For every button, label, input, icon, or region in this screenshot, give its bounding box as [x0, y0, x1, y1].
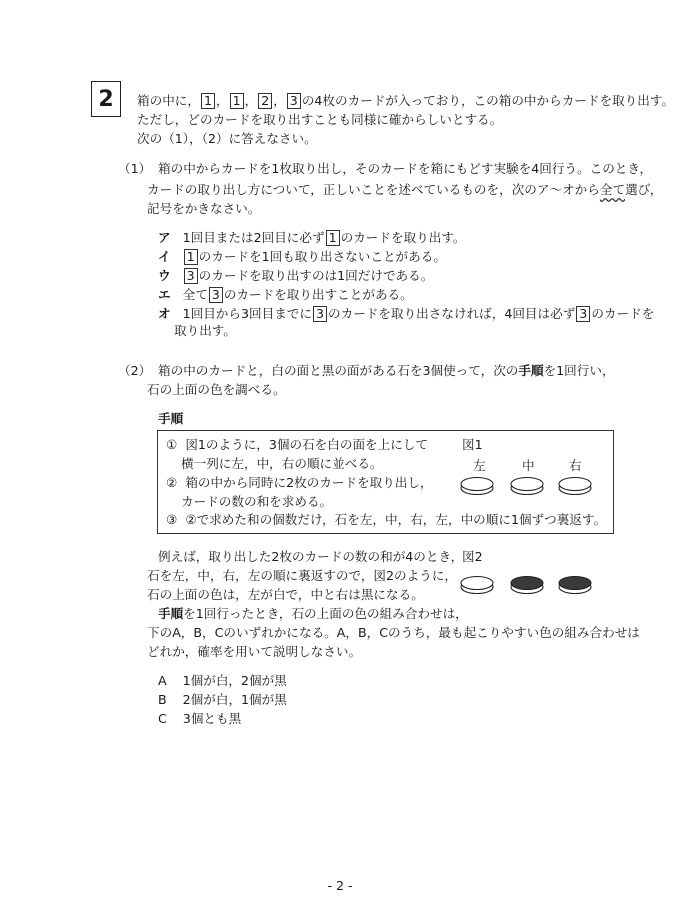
intro-line1: 箱の中に， 1 ， 1 ， 2 ， 3 の4枚のカードが入っており，この箱の中からカードを取り出す。	[137, 93, 675, 108]
example-line2: 石を左，中，右，左の順に裏返すので，図2のように，	[147, 568, 458, 583]
question-number: 2	[91, 81, 121, 117]
q1-line2: カードの取り出し方について，正しいことを述べているものを，次のア～オから全て選び，	[147, 182, 663, 197]
card-box: 3	[209, 287, 223, 303]
procedure-title: 手順	[158, 411, 184, 426]
stone-black	[559, 577, 591, 594]
emphasis-all: 全て	[599, 182, 626, 197]
choice-b: B 2個が白，1個が黒	[158, 692, 287, 707]
step-3: ③ ②で求めた和の個数だけ，石を左，中，右，左，中の順に1個ずつ裏返す。	[166, 512, 607, 527]
fig1-label: 図1	[462, 437, 483, 452]
example-line1: 例えば，取り出した2枚のカードの数の和が4のとき，	[158, 549, 464, 564]
fig1-pos-left: 左	[473, 458, 486, 473]
fig1-pos-right: 右	[569, 458, 582, 473]
q1-option-i: イ 1 のカードを1回も取り出さないことがある。	[158, 249, 446, 264]
card-box: 3	[313, 306, 327, 322]
q1-line3: 記号をかきなさい。	[147, 201, 261, 216]
example-line3: 石の上面の色は，左が白で，中と右は黒になる。	[147, 587, 424, 602]
card-box: 1	[230, 93, 244, 109]
q1-option-e: エ 全て 3 のカードを取り出すことがある。	[158, 287, 413, 302]
card-box: 2	[258, 93, 272, 109]
step-1-cont: 横一列に左，中，右の順に並べる。	[181, 456, 383, 471]
fig1-stones	[460, 474, 600, 496]
step-2: ② 箱の中から同時に2枚のカードを取り出し，	[166, 475, 433, 490]
q1-option-u: ウ 3 のカードを取り出すのは1回だけである。	[158, 268, 434, 283]
q2-line2: 石の上面の色を調べる。	[147, 382, 286, 397]
choice-c: C 3個とも黒	[158, 711, 242, 726]
q1-line1: 箱の中からカードを1枚取り出し，そのカードを箱にもどす実験を4回行う。このとき，	[158, 161, 653, 176]
ask-line1: 手順を1回行ったとき，石の上面の色の組み合わせは，	[158, 606, 468, 621]
fig2-stones	[460, 573, 600, 595]
q1-option-a: ア 1回目または2回目に必ず 1 のカードを取り出す。	[158, 230, 466, 245]
page-number: - 2 -	[327, 878, 353, 893]
stone-white	[461, 577, 493, 594]
q2-label: （2）	[118, 363, 152, 378]
intro-line3: 次の（1），（2）に答えなさい。	[137, 131, 317, 146]
card-box: 1	[326, 230, 340, 246]
stone-white	[511, 478, 543, 495]
q1-label: （1）	[118, 161, 152, 176]
card-box: 1	[201, 93, 215, 109]
ask-line2: 下のA，B，Cのいずれかになる。A，B，Cのうち，最も起こりやすい色の組み合わせは	[147, 625, 640, 640]
choice-a: A 1個が白，2個が黒	[158, 673, 287, 688]
stone-black	[511, 577, 543, 594]
fig1-pos-center: 中	[522, 458, 535, 473]
step-1: ① 図1のように，3個の石を白の面を上にして	[166, 437, 429, 452]
fig2-label: 図2	[462, 549, 483, 564]
card-box: 3	[576, 306, 590, 322]
q1-option-o: オ 1回目から3回目までに 3 のカードを取り出さなければ，4回目は必ず 3 のカードを	[158, 306, 655, 321]
card-box: 3	[287, 93, 301, 109]
q1-option-o-cont: 取り出す。	[174, 323, 236, 338]
step-2-cont: カードの数の和を求める。	[181, 494, 333, 509]
intro-line2: ただし，どのカードを取り出すことも同様に確からしいとする。	[137, 112, 503, 127]
stone-white	[559, 478, 591, 495]
stone-white	[461, 478, 493, 495]
card-box: 3	[184, 268, 198, 284]
ask-line3: どれか，確率を用いて説明しなさい。	[147, 644, 362, 659]
card-box: 1	[184, 249, 198, 265]
q2-line1: 箱の中のカードと，白の面と黒の面がある石を3個使って，次の手順を1回行い，	[158, 363, 615, 378]
